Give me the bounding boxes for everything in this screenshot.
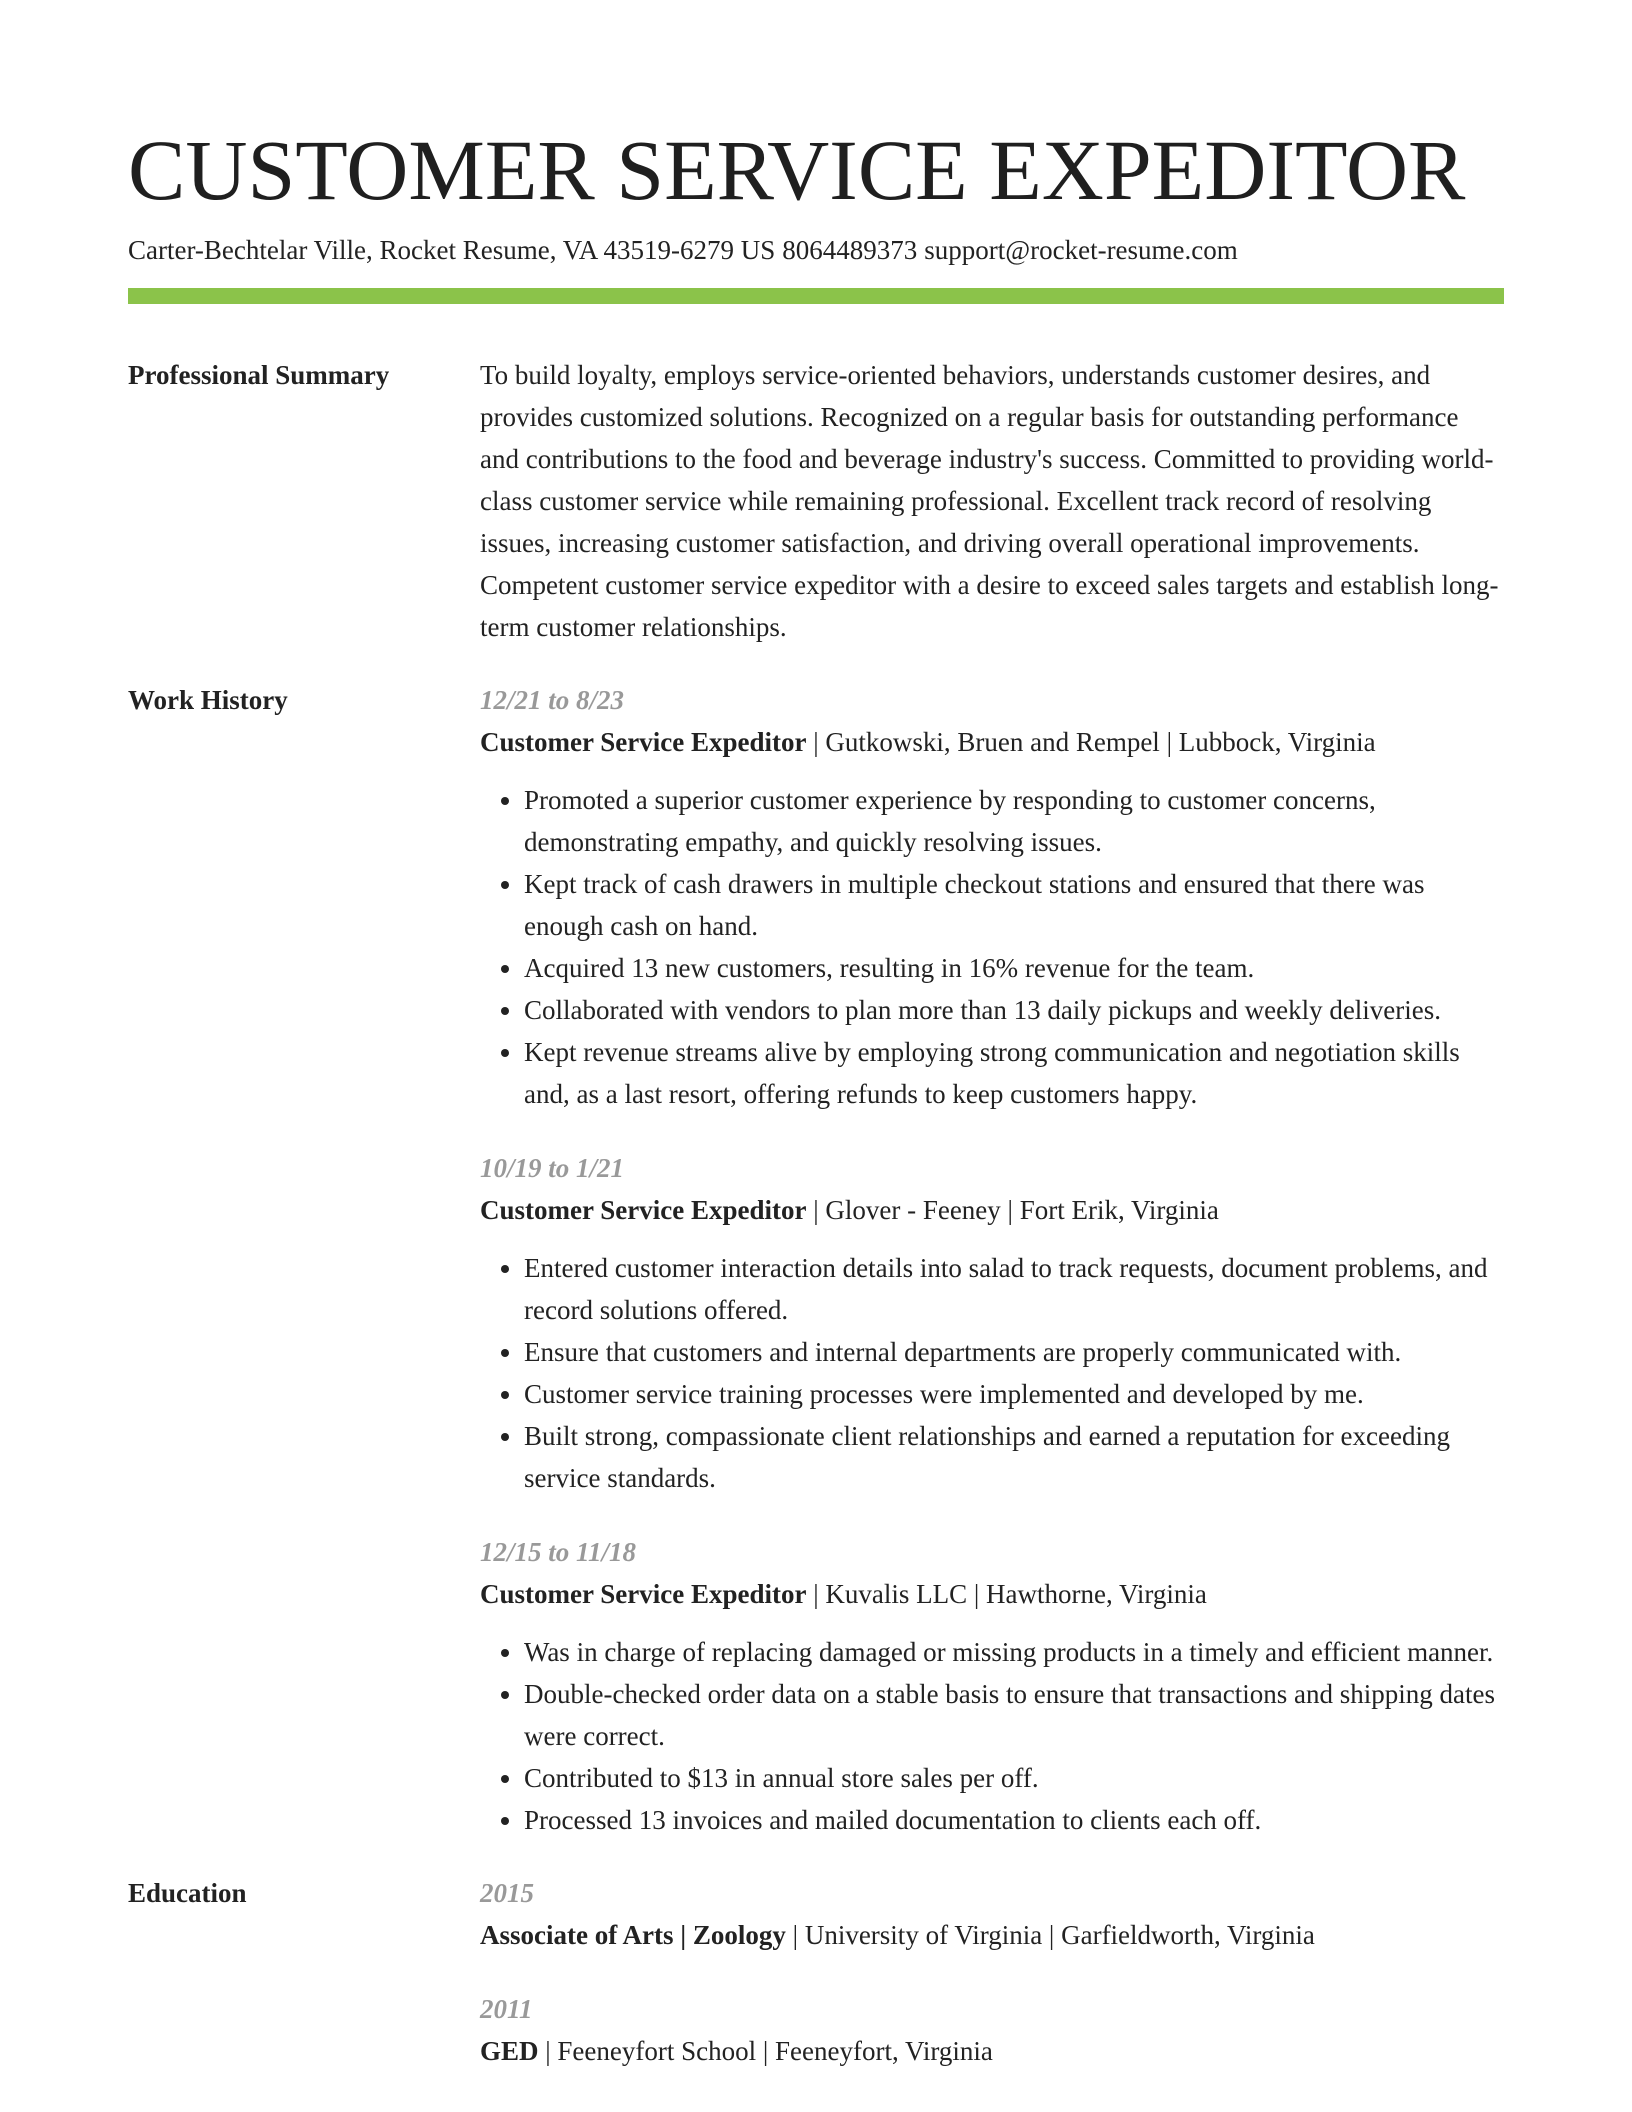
list-item: • Contributed to $13 in annual store sales per off. xyxy=(524,1757,1504,1799)
job-details: | Glover - Feeney | Fort Erik, Virginia xyxy=(806,1195,1219,1225)
job-bullets xyxy=(480,1247,1504,1499)
job-entry xyxy=(480,679,1504,1115)
list-item: • Promoted a superior customer experience by responding to customer concerns, demonstrating empathy, and quickly resolving issues. xyxy=(524,779,1504,863)
summary-section xyxy=(128,354,1504,648)
list-item: • Built strong, compassionate client relationships and earned a reputation for exceeding service standards. xyxy=(524,1415,1504,1499)
job-title-line xyxy=(480,1573,1504,1615)
summary-label: Professional Summary xyxy=(128,360,390,390)
resume-name: CUSTOMER SERVICE EXPEDITOR xyxy=(128,122,1466,218)
job-details: | Kuvalis LLC | Hawthorne, Virginia xyxy=(806,1579,1207,1609)
education-label: Education xyxy=(128,1878,247,1908)
job-dates: 12/15 to 11/18 xyxy=(480,1537,637,1567)
contact-email: support@rocket-resume.com xyxy=(924,235,1238,265)
education-entry xyxy=(480,1872,1504,1956)
list-item: • Processed 13 invoices and mailed documentation to clients each off. xyxy=(524,1799,1504,1841)
education-section xyxy=(128,1872,1504,2072)
resume-page xyxy=(128,120,1504,2072)
job-bullets xyxy=(480,1631,1504,1841)
list-item: • Was in charge of replacing damaged or missing products in a timely and efficient manner. xyxy=(524,1631,1504,1673)
list-item: • Acquired 13 new customers, resulting in 16% revenue for the team. xyxy=(524,947,1504,989)
work-history-body xyxy=(480,679,1504,1841)
education-year: 2015 xyxy=(480,1878,534,1908)
list-item: • Entered customer interaction details into salad to track requests, document problems, and record solutions offered. xyxy=(524,1247,1504,1331)
job-bullets xyxy=(480,779,1504,1115)
education-details: | University of Virginia | Garfieldworth, Virginia xyxy=(785,1920,1315,1950)
education-line xyxy=(480,2030,1504,2072)
education-degree: Associate of Arts | Zoology xyxy=(480,1920,786,1950)
job-title-line xyxy=(480,1189,1504,1231)
header-divider xyxy=(128,288,1504,304)
work-history-section xyxy=(128,679,1504,1841)
list-item: • Collaborated with vendors to plan more than 13 daily pickups and weekly deliveries. xyxy=(524,989,1504,1031)
education-year: 2011 xyxy=(480,1994,533,2024)
job-entry xyxy=(480,1147,1504,1499)
contact-phone: 8064489373 xyxy=(782,235,918,265)
contact-address: Carter-Bechtelar Ville, Rocket Resume, VA 43519-6279 US xyxy=(128,235,776,265)
list-item: • Ensure that customers and internal departments are properly communicated with. xyxy=(524,1331,1504,1373)
job-dates: 10/19 to 1/21 xyxy=(480,1153,625,1183)
job-title: Customer Service Expeditor xyxy=(480,1579,807,1609)
work-history-label: Work History xyxy=(128,685,288,715)
job-title: Customer Service Expeditor xyxy=(480,1195,807,1225)
education-body xyxy=(480,1872,1504,2072)
contact-line xyxy=(128,232,1504,268)
list-item: • Kept revenue streams alive by employing strong communication and negotiation skills and, as a last resort, offering refunds to keep customers happy. xyxy=(524,1031,1504,1115)
education-line xyxy=(480,1914,1504,1956)
list-item: • Double-checked order data on a stable basis to ensure that transactions and shipping dates were correct. xyxy=(524,1673,1504,1757)
job-title: Customer Service Expeditor xyxy=(480,727,807,757)
education-entry xyxy=(480,1988,1504,2072)
job-details: | Gutkowski, Bruen and Rempel | Lubbock, Virginia xyxy=(806,727,1376,757)
list-item: • Kept track of cash drawers in multiple checkout stations and ensured that there was enough cash on hand. xyxy=(524,863,1504,947)
list-item: • Customer service training processes were implemented and developed by me. xyxy=(524,1373,1504,1415)
job-title-line xyxy=(480,721,1504,763)
job-dates: 12/21 to 8/23 xyxy=(480,685,625,715)
job-entry xyxy=(480,1531,1504,1841)
education-details: | Feeneyfort School | Feeneyfort, Virginia xyxy=(538,2036,993,2066)
education-degree: GED xyxy=(480,2036,539,2066)
summary-text: To build loyalty, employs service-oriented behaviors, understands customer desires, and provides customized solutions. Recognized on a regular basis for outstanding performance and contributions to the food and beverage industry's success. Committed to providing world-class customer service while remaining professional. Excellent track record of resolving issues, increasing customer satisfaction, and driving overall operational improvements. Competent customer service expeditor with a desire to exceed sales targets and establish long-term customer relationships. xyxy=(480,360,1499,642)
